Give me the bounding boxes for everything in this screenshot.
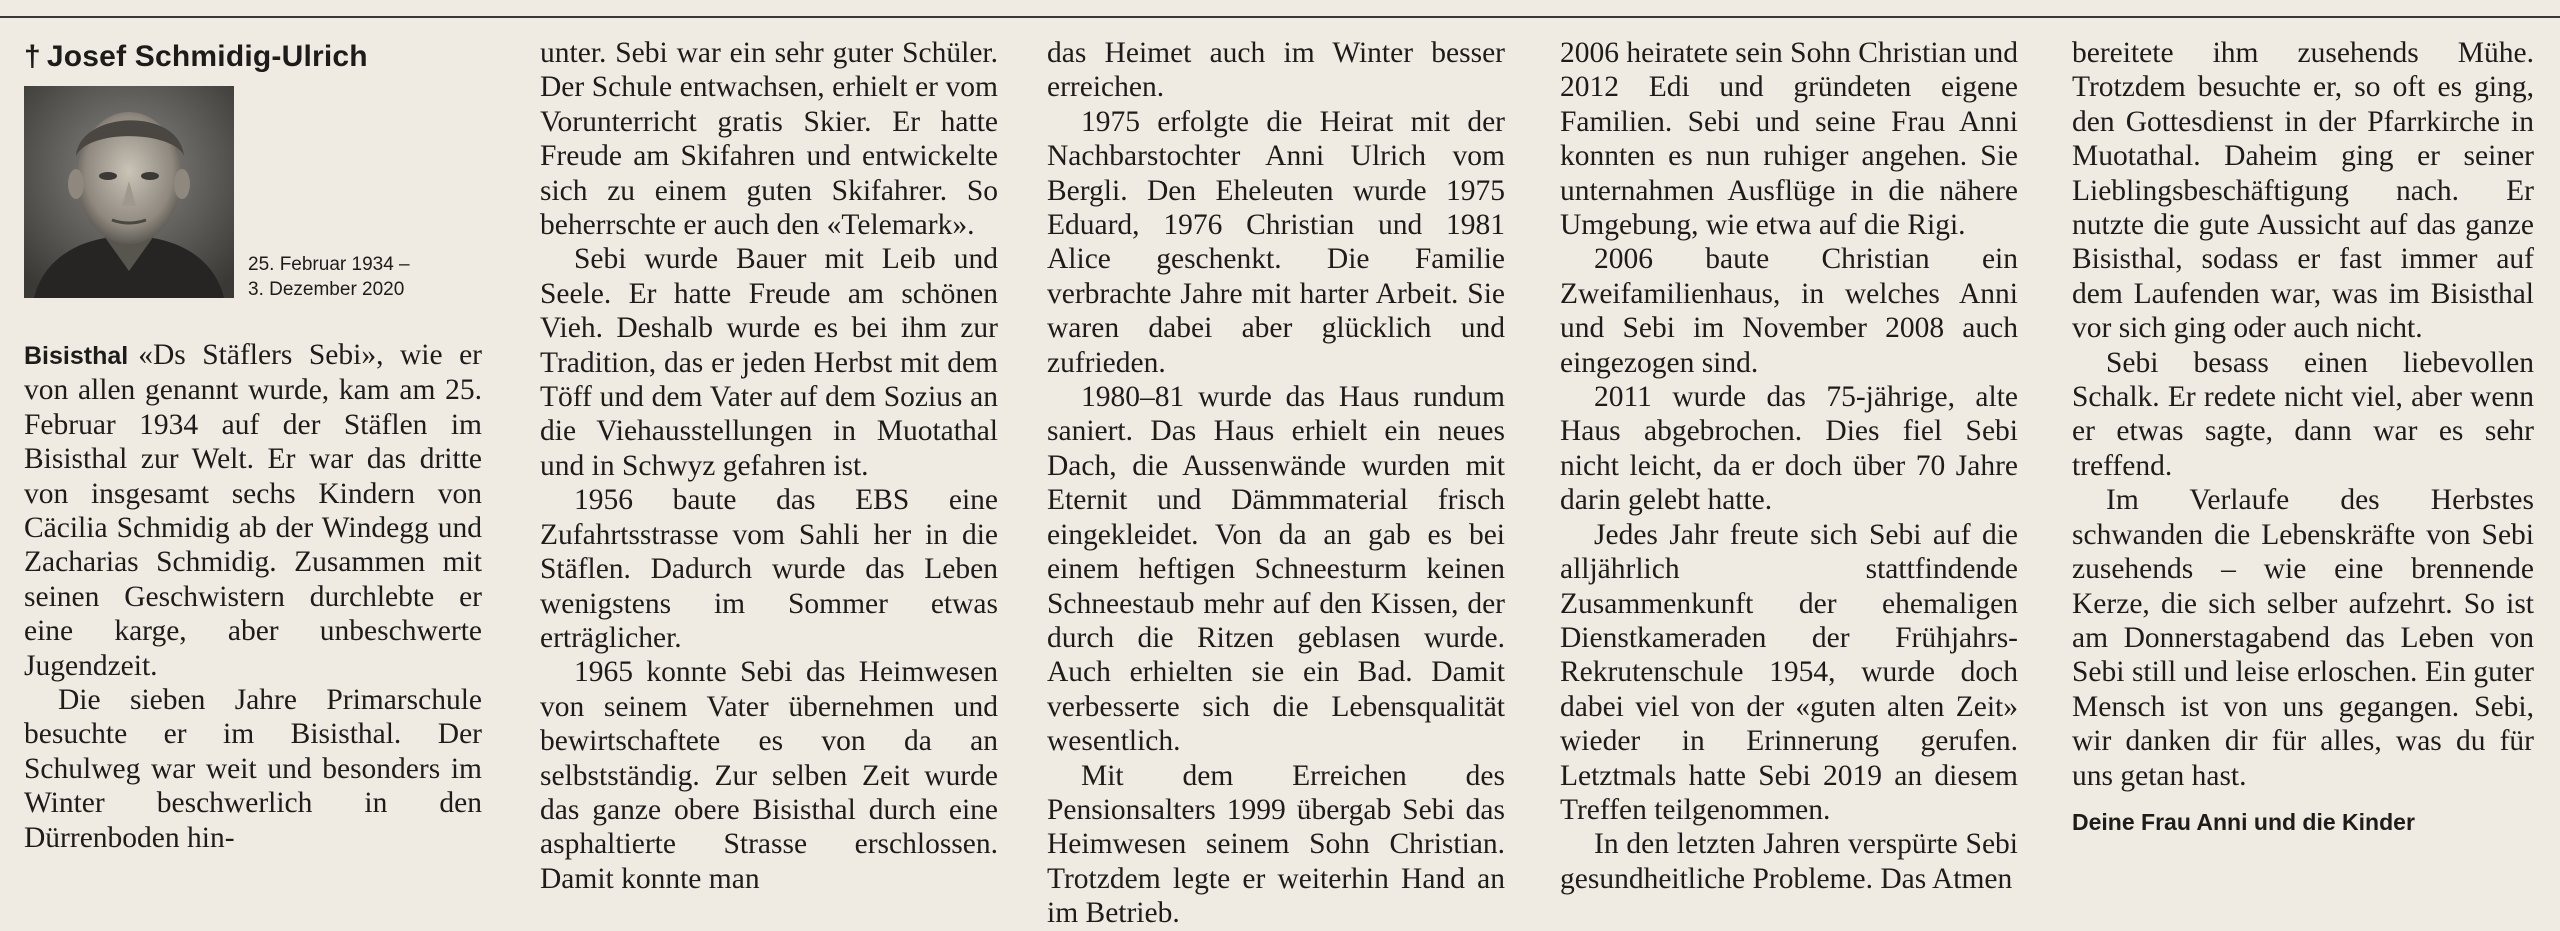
- obituary-name: [24, 40, 482, 74]
- paragraph: Im Verlaufe des Herbstes schwanden die Lebenskräfte von Sebi zusehends – wie eine brennende Kerze, die sich selber aufzehrt. So ist am Donnerstagabend das Leben von Sebi still und leise erloschen. Ein guter Mensch ist von uns gegangen. Sebi, wir danken dir für alles, was du für uns getan hast.: [2072, 484, 2534, 792]
- column-5: [2072, 36, 2534, 886]
- paragraph: unter. Sebi war ein sehr guter Schüler. Der Schule entwachsen, erhielt er vom Vorunterricht gratis Skier. Er hatte Freude am Skifahren und entwickelte sich zu einem guten Skifahrer. So beherrschte er auch den «Telemark».: [540, 37, 998, 242]
- column-4: [1560, 36, 2018, 895]
- paragraph: 1956 baute das EBS eine Zufahrtsstrasse vom Sahli her in die Stäflen. Dadurch wurde das Leben wenigstens im Sommer etwas erträglicher.: [540, 484, 998, 654]
- portrait-photo: [24, 86, 234, 298]
- paragraph: 2011 wurde das 75-jährige, alte Haus abgebrochen. Dies fiel Sebi nicht leicht, da er doch über 70 Jahre darin gelebt hatte.: [1560, 381, 2018, 517]
- paragraph: 2006 heiratete sein Sohn Christian und 2012 Edi und gründeten eigene Familien. Sebi und seine Frau Anni konnten es nun ruhiger angehen. Sie unternahmen Ausflüge in die nähere Umgebung, wie etwa auf die Rigi.: [1560, 37, 2018, 242]
- cross-symbol: †: [24, 40, 41, 73]
- photo-row: [24, 86, 482, 298]
- paragraph: Sebi wurde Bauer mit Leib und Seele. Er hatte Freude am schönen Vieh. Deshalb wurde es bei ihm zur Tradition, das er jeden Herbst mit dem Töff und dem Vater auf dem Sozius an die Viehausstellungen in Muotathal und in Schwyz gefahren ist.: [540, 243, 998, 482]
- paragraph: 1975 erfolgte die Heirat mit der Nachbarstochter Anni Ulrich vom Bergli. Den Eheleuten wurde 1975 Eduard, 1976 Christian und 1981 Alice geschenkt. Die Familie verbrachte Jahre mit harter Arbeit. Sie waren dabei aber glücklich und zufrieden.: [1047, 105, 1505, 379]
- column-3: [1047, 36, 1505, 930]
- paragraph: In den letzten Jahren verspürte Sebi gesundheitliche Probleme. Das Atmen: [1560, 828, 2018, 895]
- paragraph: Die sieben Jahre Primarschule besuchte er im Bisisthal. Der Schulweg war weit und besonders im Winter beschwerlich in den Dürrenboden hin-: [24, 684, 482, 854]
- death-date: 3. Dezember 2020: [248, 279, 405, 300]
- birth-date: 25. Februar 1934 –: [248, 254, 410, 275]
- life-dates: [248, 252, 410, 302]
- place-name: Bisisthal: [24, 342, 129, 370]
- deceased-name: Josef Schmidig-Ulrich: [46, 40, 368, 73]
- paragraph: 1965 konnte Sebi das Heimwesen von seinem Vater übernehmen und bewirtschaftete es von da an selbstständig. Zur selben Zeit wurde das ganze obere Bisisthal durch eine asphaltierte Strasse erschlossen. Damit konnte man: [540, 656, 998, 895]
- paragraph: 1980–81 wurde das Haus rundum saniert. Das Haus erhielt ein neues Dach, die Aussenwände wurden mit Eternit und Dämmmaterial frisch eingekleidet. Von da an gab es bei einem heftigen Schneesturm keinen Schneestaub mehr auf den Kissen, der durch die Ritzen geblasen wurde. Auch erhielten sie ein Bad. Damit verbesserte sich die Lebensqualität wesentlich.: [1047, 381, 1505, 758]
- paragraph: Jedes Jahr freute sich Sebi auf die alljährlich stattfindende Zusammenkunft der ehemaligen Dienstkameraden der Frühjahrs-Rekrutenschule 1954, wurde doch dabei viel von der «guten alten Zeit» wieder in Erinnerung gerufen. Letztmals hatte Sebi 2019 an diesem Treffen teilgenommen.: [1560, 518, 2018, 826]
- paragraph: Bisisthal «Ds Stäflers Sebi», wie er von allen genannt wurde, kam am 25. Februar 1934 auf der Stäflen im Bisisthal zur Welt. Er war das dritte von insgesamt sechs Kindern von Cäcilia Schmidig ab der Windegg und Zacharias Schmidig. Zusammen mit seinen Geschwistern durchlebte er eine karge, aber unbeschwerte Jugendzeit.: [24, 339, 482, 682]
- paragraph: 2006 baute Christian ein Zweifamilienhaus, in welches Anni und Sebi im November 2008 auch eingezogen sind.: [1560, 243, 2018, 379]
- column-2: [540, 36, 998, 895]
- signature: Deine Frau Anni und die Kinder: [2072, 808, 2415, 835]
- paragraph: Sebi besass einen liebevollen Schalk. Er redete nicht viel, aber wenn er etwas sagte, dann war es sehr treffend.: [2072, 346, 2534, 482]
- paragraph: bereitete ihm zusehends Mühe. Trotzdem besuchte er, so oft es ging, den Gottesdienst in der Pfarrkirche in Muotathal. Daheim ging er seiner Lieblingsbeschäftigung nach. Er nutzte die gute Aussicht auf das ganze Bisisthal, sodass er fast immer auf dem Laufenden war, was im Bisisthal vor sich ging oder auch nicht.: [2072, 37, 2534, 345]
- column-1: [24, 40, 482, 890]
- portrait-image: [24, 86, 234, 298]
- paragraph: Mit dem Erreichen des Pensionsalters 1999 übergab Sebi das Heimwesen seinem Sohn Christian. Trotzdem legte er weiterhin Hand an im Betrieb.: [1047, 759, 1505, 930]
- paragraph: das Heimet auch im Winter besser erreichen.: [1047, 37, 1505, 104]
- top-rule: [0, 16, 2560, 18]
